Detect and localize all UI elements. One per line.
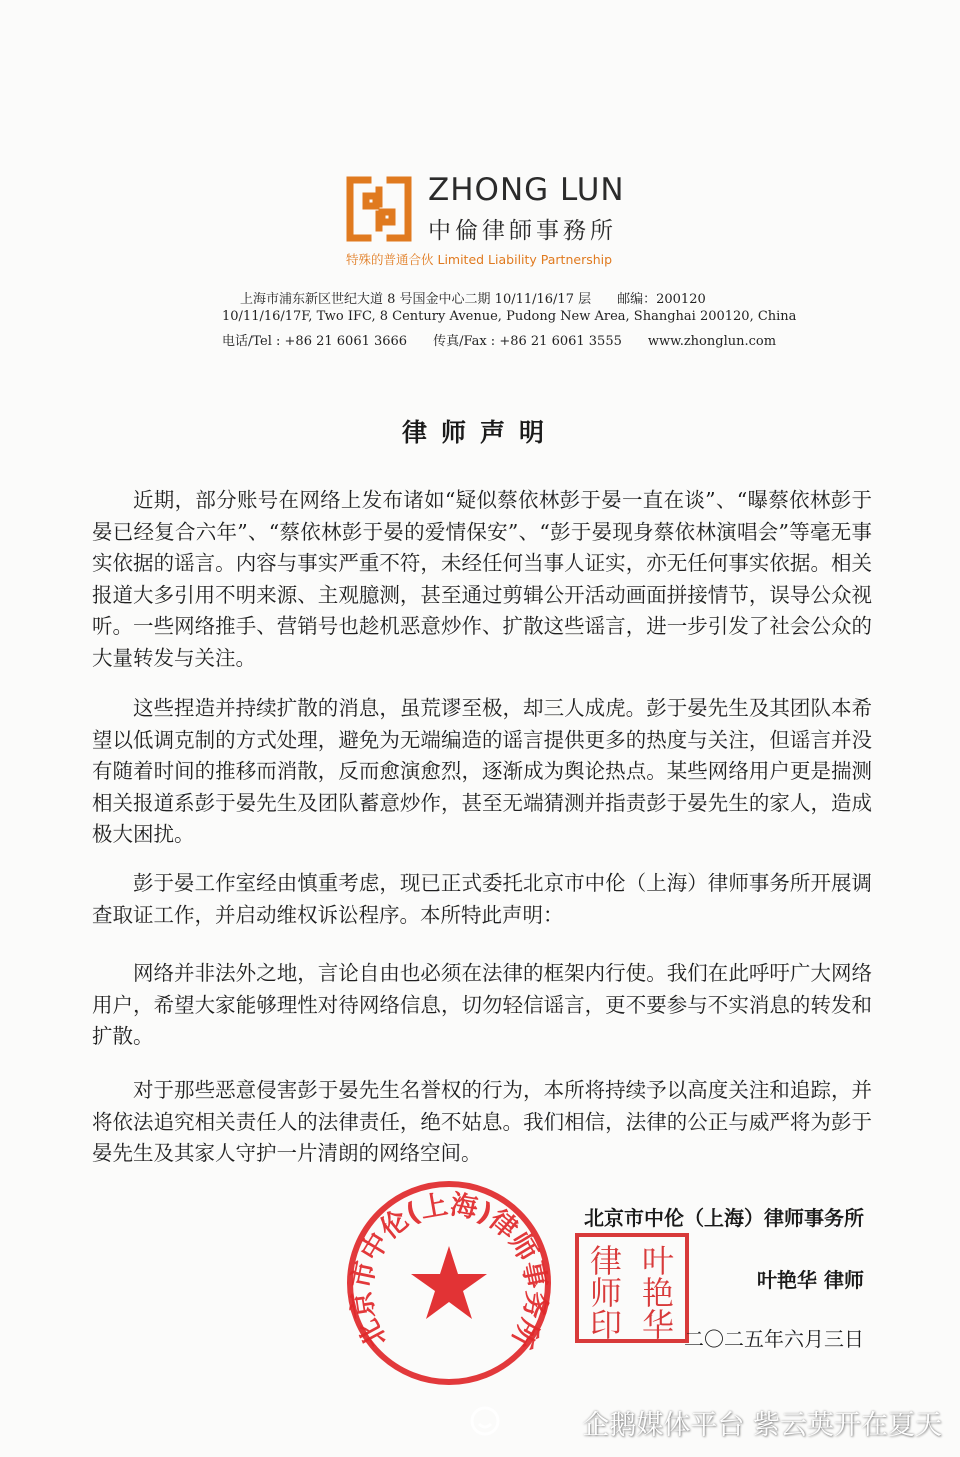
signature-firm: 北京市中伦（上海）律师事务所: [584, 1206, 864, 1230]
paragraph-1: 近期，部分账号在网络上发布诸如“疑似蔡依林彭于晏一直在谈”、“曝蔡依林彭于晏已经复合六年”、“蔡依林彭于晏的爱情保安”、“彭于晏现身蔡依林演唱会”等毫无事实依据的谣言。内容与事实严重不符，未经任何当事人证实，亦无任何事实依据。相关报道大多引用不明来源、主观臆测，甚至通过剪辑公开活动画面拼接情节，误导公众视听。一些网络推手、营销号也趁机恶意炒作、扩散这些谣言，进一步引发了社会公众的大量转发与关注。: [92, 488, 872, 670]
contact-line: 电话/Tel : +86 21 6061 3666 传真/Fax : +86 21 6061 3555 www.zhonglun.com: [222, 334, 777, 349]
paragraph-4: 网络并非法外之地，言论自由也必须在法律的框架内行使。我们在此呼吁广大网络用户，希望大家能够理性对待网络信息，切勿轻信谣言，更不要参与不实消息的转发和扩散。: [92, 961, 872, 1048]
address-cn: 上海市浦东新区世纪大道 8 号国金中心二期 10/11/16/17 层 邮编：200120: [240, 292, 706, 307]
brand-name-zh: 中倫律師事務所: [428, 218, 617, 244]
partnership-tagline: 特殊的普通合伙 Limited Liability Partnership: [346, 252, 613, 267]
document-title: 律师声明: [401, 418, 558, 447]
seal-text: 北京市中伦(上海)律师事务所: [346, 1189, 552, 1353]
paragraph-2: 这些捏造并持续扩散的消息，虽荒谬至极，却三人成虎。彭于晏先生及其团队本希望以低调克制的方式处理，避免为无端编造的谣言提供更多的热度与关注，但谣言并没有随着时间的推移而消散，反而愈演愈烈，逐渐成为舆论热点。某些网络用户更是揣测相关报道系彭于晏先生及团队蓄意炒作，甚至无端猜测并指责彭于晏先生的家人，造成极大困扰。: [92, 696, 872, 846]
address-en: 10/11/16/17F, Two IFC, 8 Century Avenue, Pudong New Area, Shanghai 200120, China: [222, 309, 797, 324]
paragraph-5: 对于那些恶意侵害彭于晏先生名誉权的行为，本所将持续予以高度关注和追踪，并将依法追究相关责任人的法律责任，绝不姑息。我们相信，法律的公正与威严将为彭于晏先生及其家人守护一片清朗的网络空间。: [92, 1078, 872, 1165]
paragraph-3: 彭于晏工作室经由慎重考虑，现已正式委托北京市中伦（上海）律师事务所开展调查取证工作，并启动维权诉讼程序。本所特此声明：: [92, 871, 872, 927]
seal-star-icon: [411, 1246, 487, 1319]
watermark-text: 企鹅媒体平台 紫云英开在夏天: [582, 1410, 942, 1441]
penguin-platform-icon: [470, 1406, 500, 1436]
stamp-char: 叶: [641, 1242, 675, 1280]
brand-name-en: ZHONG LUN: [428, 172, 625, 208]
stamp-char: 律: [589, 1242, 623, 1280]
zhonglun-logo-icon: [346, 176, 412, 242]
signature-lawyer: 叶艳华 律师: [757, 1268, 864, 1292]
signature-date: 二〇二五年六月三日: [684, 1327, 864, 1351]
lawyer-stamp: [574, 1232, 690, 1344]
stamp-char: 华: [641, 1306, 675, 1344]
stamp-char: 师: [589, 1274, 623, 1312]
stamp-char: 艳: [641, 1274, 675, 1312]
stamp-char: 印: [589, 1306, 623, 1344]
firm-seal: [344, 1178, 554, 1388]
